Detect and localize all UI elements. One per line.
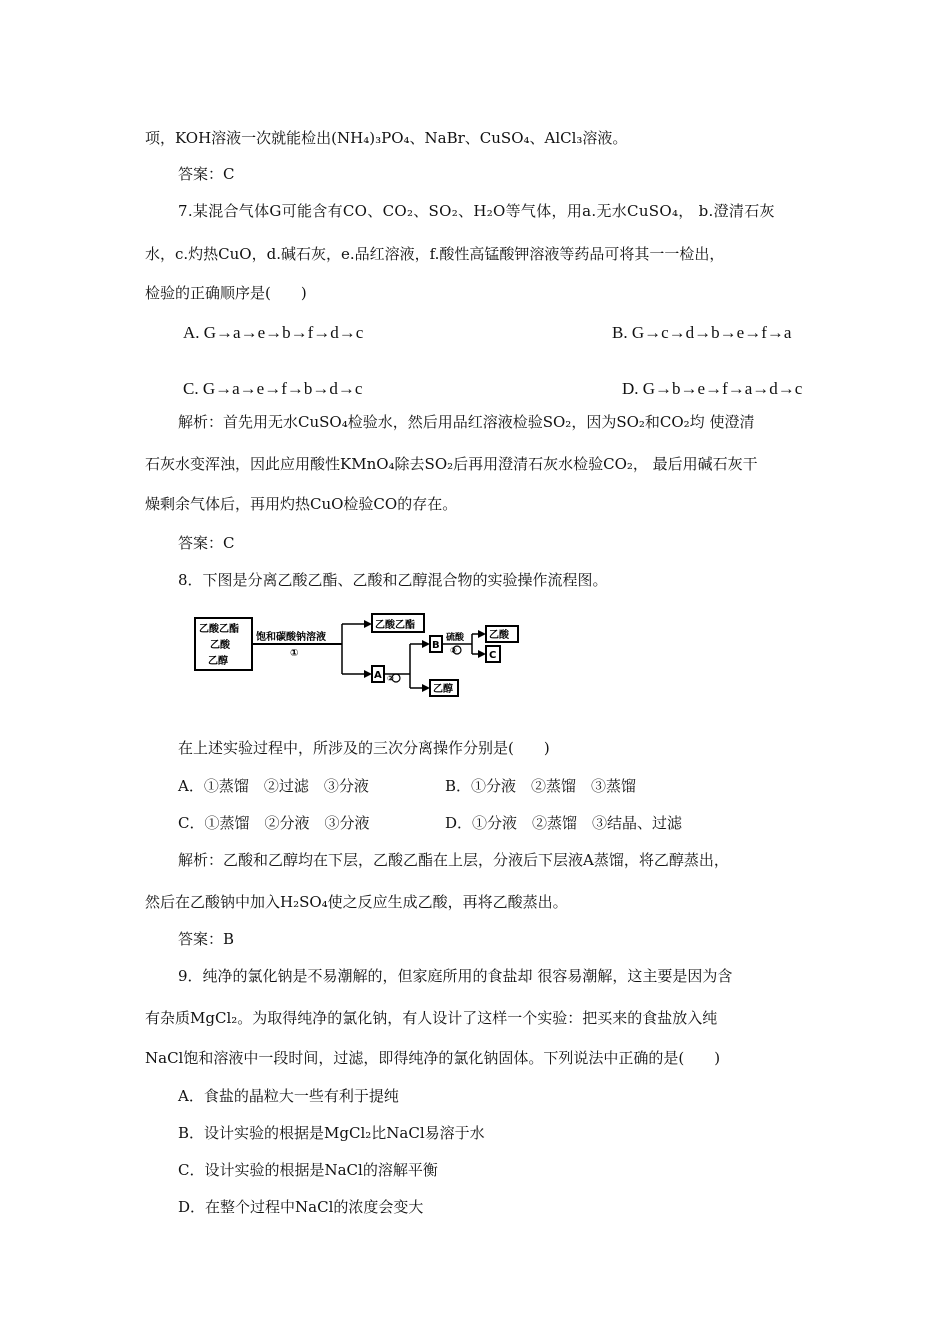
question-9-line-3: NaCl饱和溶液中一段时间，过滤，即得纯净的氯化钠固体。下列说法中正确的是( )	[145, 1049, 721, 1067]
explanation-7-line-2: 石灰水变浑浊，因此应用酸性KMnO₄除去SO₂后再用澄清石灰水检验CO₂， 最后用碱石灰干	[145, 455, 758, 473]
question-7-line-1: 7.某混合气体G可能含有CO、CO₂、SO₂、H₂O等气体，用a.无水CuSO₄， b.澄清石灰	[178, 202, 775, 220]
question-7-option-a: A. G→a→e→b→f→d→c	[183, 323, 364, 342]
question-9-option-a: A．食盐的晶粒大一些有利于提纯	[178, 1087, 399, 1105]
b-label: B	[432, 640, 440, 651]
question-8-option-b: B．①分液 ②蒸馏 ③蒸馏	[445, 777, 637, 795]
explanation-8-line-2: 然后在乙酸钠中加入H₂SO₄使之反应生成乙酸，再将乙酸蒸出。	[145, 893, 568, 911]
separation-flowchart	[190, 610, 530, 700]
question-9-option-c: C．设计实验的根据是NaCl的溶解平衡	[178, 1161, 438, 1179]
question-7-line-2: 水，c.灼热CuO，d.碱石灰，e.品红溶液，f.酸性高锰酸钾溶液等药品可将其一一检出，	[145, 245, 725, 263]
c-label: C	[489, 650, 497, 661]
question-8-option-c: C．①蒸馏 ②分液 ③分液	[178, 814, 370, 832]
step-2-label: ②	[387, 674, 394, 683]
a-label: A	[374, 670, 382, 681]
question-7-line-3: 检验的正确顺序是( )	[145, 284, 307, 302]
text-line: 项，KOH溶液一次就能检出(NH₄)₃PO₄、NaBr、CuSO₄、AlCl₃溶液。	[145, 129, 628, 147]
mixture-label-1: 乙酸乙酯	[199, 624, 239, 635]
explanation-7-line-1: 解析：首先用无水CuSO₄检验水，然后用品红溶液检验SO₂，因为SO₂和CO₂均 使澄清	[178, 413, 755, 431]
question-8-line-1: 8．下图是分离乙酸乙酯、乙酸和乙醇混合物的实验操作流程图。	[178, 571, 608, 589]
question-9-line-2: 有杂质MgCl₂。为取得纯净的氯化钠，有人设计了这样一个实验：把买来的食盐放入纯	[145, 1009, 718, 1027]
mixture-label-2: 乙酸	[210, 640, 230, 651]
question-8-line-2: 在上述实验过程中，所涉及的三次分离操作分别是( )	[178, 739, 550, 757]
question-7-option-b: B. G→c→d→b→e→f→a	[612, 323, 792, 342]
question-7-option-c: C. G→a→e→f→b→d→c	[183, 379, 363, 398]
mixture-label-3: 乙醇	[208, 656, 228, 667]
ester-label: 乙酸乙酯	[375, 620, 415, 631]
ethanol-label: 乙醇	[433, 684, 453, 695]
answer-8: 答案：B	[178, 930, 235, 948]
reagent-3-label: 硫酸	[446, 633, 465, 643]
question-8-option-a: A．①蒸馏 ②过滤 ③分液	[178, 777, 369, 795]
question-7-option-d: D. G→b→e→f→a→d→c	[622, 379, 803, 398]
question-9-line-1: 9．纯净的氯化钠是不易潮解的，但家庭所用的食盐却 很容易潮解，这主要是因为含	[178, 967, 733, 985]
question-8-option-d: D．①分液 ②蒸馏 ③结晶、过滤	[445, 814, 683, 832]
answer-7: 答案：C	[178, 534, 235, 552]
step-1-label: ①	[290, 648, 299, 659]
reagent-label: 饱和碳酸钠溶液	[256, 632, 326, 643]
answer-line: 答案：C	[178, 165, 235, 183]
question-9-option-b: B．设计实验的根据是MgCl₂比NaCl易溶于水	[178, 1124, 485, 1142]
acid-label: 乙酸	[489, 630, 509, 641]
explanation-7-line-3: 燥剩余气体后，再用灼热CuO检验CO的存在。	[145, 495, 458, 513]
question-9-option-d: D．在整个过程中NaCl的浓度会变大	[178, 1198, 424, 1216]
step-3-label: ③	[450, 646, 457, 655]
explanation-8-line-1: 解析：乙酸和乙醇均在下层，乙酸乙酯在上层，分液后下层液A蒸馏，将乙醇蒸出，	[178, 851, 729, 869]
